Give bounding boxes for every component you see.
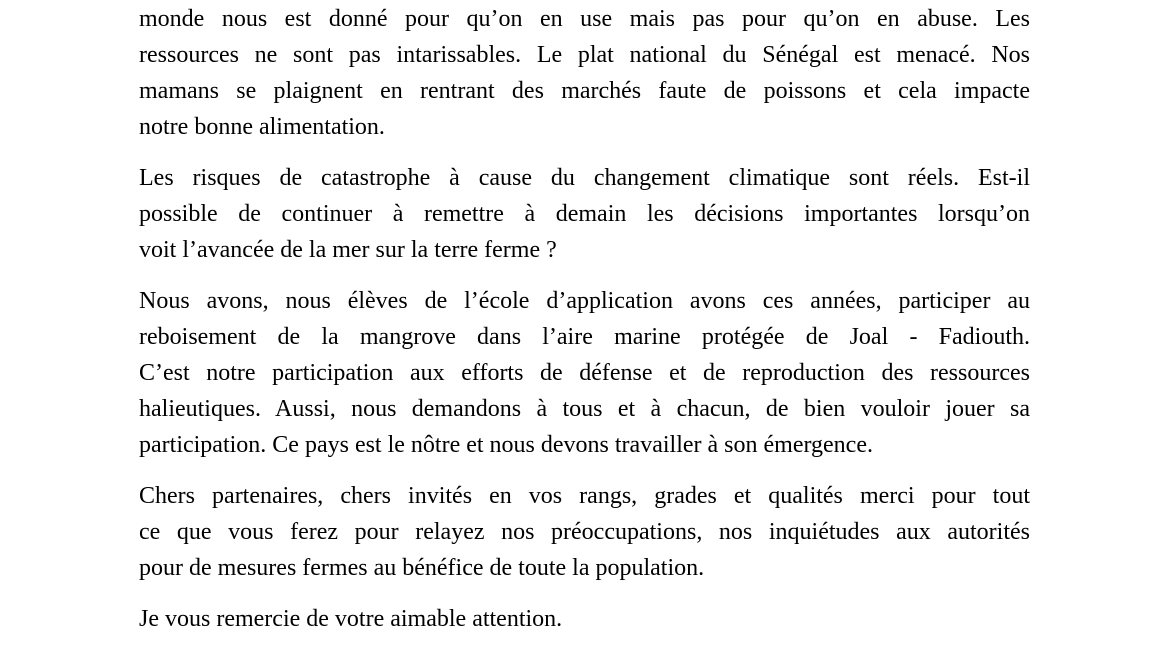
text-line: ressources ne sont pas intarissables. Le plat national du Sénégal est menacé. Nos — [139, 42, 1030, 68]
paragraph-5 — [139, 601, 1030, 637]
text-line: Chers partenaires, chers invités en vos rangs, grades et qualités merci pour tout — [139, 483, 1030, 509]
text-line: reboisement de la mangrove dans l’aire marine protégée de Joal - Fadiouth. — [139, 324, 1030, 350]
paragraph-2 — [139, 160, 1030, 268]
text-line: monde nous est donné pour qu’on en use mais pas pour qu’on en abuse. Les — [139, 6, 1030, 32]
paragraph-3 — [139, 283, 1030, 463]
text-line: ce que vous ferez pour relayez nos préoccupations, nos inquiétudes aux autorités — [139, 519, 1030, 545]
text-line: participation. Ce pays est le nôtre et nous devons travailler à son émergence. — [139, 432, 873, 458]
text-line: possible de continuer à remettre à demain les décisions importantes lorsqu’on — [139, 201, 1030, 227]
text-line: Je vous remercie de votre aimable attention. — [139, 606, 563, 632]
text-line: C’est notre participation aux efforts de défense et de reproduction des ressources — [139, 360, 1030, 386]
text-line: pour de mesures fermes au bénéfice de toute la population. — [139, 555, 705, 581]
text-line: voit l’avancée de la mer sur la terre ferme ? — [139, 237, 557, 263]
text-line: Les risques de catastrophe à cause du changement climatique sont réels. Est-il — [139, 165, 1030, 191]
text-line: notre bonne alimentation. — [139, 114, 385, 140]
text-line: Nous avons, nous élèves de l’école d’application avons ces années, participer au — [139, 288, 1030, 314]
paragraph-4 — [139, 478, 1030, 586]
document-body — [139, 0, 1030, 652]
paragraph-1 — [139, 0, 1030, 145]
text-line: mamans se plaignent en rentrant des marchés faute de poissons et cela impacte — [139, 78, 1030, 104]
text-line: halieutiques. Aussi, nous demandons à tous et à chacun, de bien vouloir jouer sa — [139, 396, 1030, 422]
